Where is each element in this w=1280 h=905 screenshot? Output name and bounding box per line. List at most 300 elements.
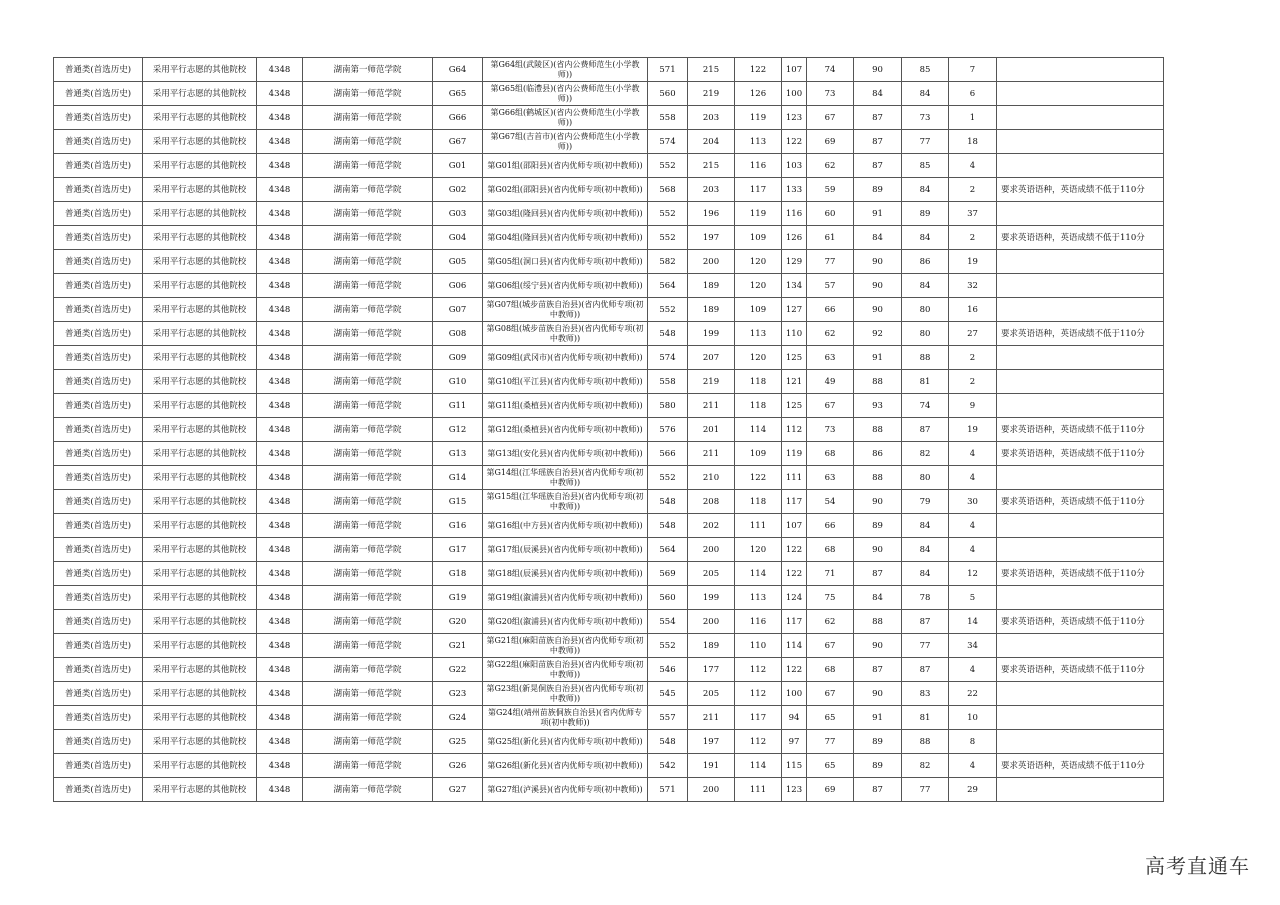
score-f-cell: 84 xyxy=(854,226,902,250)
group-description-cell: 第G09组(武冈市)(省内优师专项(初中教师)) xyxy=(483,346,648,370)
score-g-cell: 84 xyxy=(902,514,949,538)
batch-cell: 采用平行志愿的其他院校 xyxy=(143,322,257,346)
group-description-cell: 第G26组(新化县)(省内优师专项(初中教师)) xyxy=(483,754,648,778)
school-name-cell: 湖南第一师范学院 xyxy=(303,730,433,754)
group-code-cell: G18 xyxy=(433,562,483,586)
rank-cell: 22 xyxy=(949,682,997,706)
table-row xyxy=(54,322,1164,346)
group-code-cell: G26 xyxy=(433,754,483,778)
note-cell: 要求英语语种，英语成绩不低于110分 xyxy=(997,490,1164,514)
batch-cell: 采用平行志愿的其他院校 xyxy=(143,370,257,394)
score-d-cell: 97 xyxy=(782,730,807,754)
group-description-cell: 第G65组(临澧县)(省内公费师范生(小学教师)) xyxy=(483,82,648,106)
score-b-cell: 199 xyxy=(688,322,735,346)
score-e-cell: 67 xyxy=(807,682,854,706)
school-name-cell: 湖南第一师范学院 xyxy=(303,58,433,82)
note-cell xyxy=(997,82,1164,106)
score-e-cell: 67 xyxy=(807,634,854,658)
group-code-cell: G13 xyxy=(433,442,483,466)
batch-cell: 采用平行志愿的其他院校 xyxy=(143,658,257,682)
rank-cell: 30 xyxy=(949,490,997,514)
note-cell xyxy=(997,202,1164,226)
group-code-cell: G10 xyxy=(433,370,483,394)
table-row xyxy=(54,610,1164,634)
score-g-cell: 82 xyxy=(902,754,949,778)
table-row xyxy=(54,154,1164,178)
table-row xyxy=(54,586,1164,610)
score-c-cell: 122 xyxy=(735,466,782,490)
score-c-cell: 112 xyxy=(735,682,782,706)
table-row xyxy=(54,514,1164,538)
rank-cell: 4 xyxy=(949,514,997,538)
score-e-cell: 67 xyxy=(807,106,854,130)
group-description-cell: 第G21组(麻阳苗族自治县)(省内优师专项(初中教师)) xyxy=(483,634,648,658)
score-e-cell: 77 xyxy=(807,730,854,754)
school-code-cell: 4348 xyxy=(257,154,303,178)
category-cell: 普通类(首选历史) xyxy=(54,442,143,466)
score-g-cell: 89 xyxy=(902,202,949,226)
school-code-cell: 4348 xyxy=(257,658,303,682)
rank-cell: 7 xyxy=(949,58,997,82)
score-e-cell: 77 xyxy=(807,250,854,274)
note-cell xyxy=(997,586,1164,610)
rank-cell: 16 xyxy=(949,298,997,322)
note-cell: 要求英语语种，英语成绩不低于110分 xyxy=(997,442,1164,466)
total-score-cell: 552 xyxy=(648,154,688,178)
batch-cell: 采用平行志愿的其他院校 xyxy=(143,442,257,466)
score-f-cell: 90 xyxy=(854,682,902,706)
score-b-cell: 200 xyxy=(688,250,735,274)
score-d-cell: 100 xyxy=(782,82,807,106)
batch-cell: 采用平行志愿的其他院校 xyxy=(143,610,257,634)
category-cell: 普通类(首选历史) xyxy=(54,490,143,514)
total-score-cell: 574 xyxy=(648,130,688,154)
school-name-cell: 湖南第一师范学院 xyxy=(303,226,433,250)
group-description-cell: 第G08组(城步苗族自治县)(省内优师专项(初中教师)) xyxy=(483,322,648,346)
score-b-cell: 215 xyxy=(688,154,735,178)
rank-cell: 14 xyxy=(949,610,997,634)
score-d-cell: 124 xyxy=(782,586,807,610)
score-b-cell: 203 xyxy=(688,106,735,130)
group-description-cell: 第G17组(辰溪县)(省内优师专项(初中教师)) xyxy=(483,538,648,562)
total-score-cell: 552 xyxy=(648,466,688,490)
rank-cell: 4 xyxy=(949,754,997,778)
total-score-cell: 564 xyxy=(648,274,688,298)
score-e-cell: 65 xyxy=(807,706,854,730)
batch-cell: 采用平行志愿的其他院校 xyxy=(143,634,257,658)
category-cell: 普通类(首选历史) xyxy=(54,514,143,538)
school-name-cell: 湖南第一师范学院 xyxy=(303,490,433,514)
batch-cell: 采用平行志愿的其他院校 xyxy=(143,82,257,106)
score-f-cell: 87 xyxy=(854,106,902,130)
total-score-cell: 552 xyxy=(648,298,688,322)
group-description-cell: 第G27组(泸溪县)(省内优师专项(初中教师)) xyxy=(483,778,648,802)
note-cell xyxy=(997,106,1164,130)
category-cell: 普通类(首选历史) xyxy=(54,730,143,754)
score-d-cell: 122 xyxy=(782,658,807,682)
school-name-cell: 湖南第一师范学院 xyxy=(303,250,433,274)
school-code-cell: 4348 xyxy=(257,202,303,226)
total-score-cell: 548 xyxy=(648,514,688,538)
category-cell: 普通类(首选历史) xyxy=(54,754,143,778)
score-e-cell: 68 xyxy=(807,538,854,562)
score-f-cell: 84 xyxy=(854,82,902,106)
note-cell: 要求英语语种，英语成绩不低于110分 xyxy=(997,562,1164,586)
score-f-cell: 89 xyxy=(854,514,902,538)
score-f-cell: 90 xyxy=(854,490,902,514)
group-description-cell: 第G13组(安化县)(省内优师专项(初中教师)) xyxy=(483,442,648,466)
total-score-cell: 568 xyxy=(648,178,688,202)
note-cell xyxy=(997,514,1164,538)
score-d-cell: 123 xyxy=(782,106,807,130)
category-cell: 普通类(首选历史) xyxy=(54,610,143,634)
score-f-cell: 92 xyxy=(854,322,902,346)
group-code-cell: G67 xyxy=(433,130,483,154)
group-code-cell: G08 xyxy=(433,322,483,346)
score-d-cell: 100 xyxy=(782,682,807,706)
category-cell: 普通类(首选历史) xyxy=(54,418,143,442)
school-code-cell: 4348 xyxy=(257,634,303,658)
score-d-cell: 115 xyxy=(782,754,807,778)
table-row xyxy=(54,538,1164,562)
category-cell: 普通类(首选历史) xyxy=(54,130,143,154)
group-code-cell: G09 xyxy=(433,346,483,370)
score-c-cell: 120 xyxy=(735,346,782,370)
score-g-cell: 84 xyxy=(902,178,949,202)
school-code-cell: 4348 xyxy=(257,754,303,778)
total-score-cell: 548 xyxy=(648,490,688,514)
school-code-cell: 4348 xyxy=(257,442,303,466)
score-d-cell: 119 xyxy=(782,442,807,466)
table-row xyxy=(54,706,1164,730)
category-cell: 普通类(首选历史) xyxy=(54,562,143,586)
total-score-cell: 560 xyxy=(648,82,688,106)
table-row xyxy=(54,106,1164,130)
score-b-cell: 189 xyxy=(688,634,735,658)
group-description-cell: 第G18组(辰溪县)(省内优师专项(初中教师)) xyxy=(483,562,648,586)
group-code-cell: G01 xyxy=(433,154,483,178)
admission-score-table xyxy=(53,57,1164,802)
score-c-cell: 111 xyxy=(735,778,782,802)
score-b-cell: 207 xyxy=(688,346,735,370)
table-row xyxy=(54,394,1164,418)
group-description-cell: 第G20组(溆浦县)(省内优师专项(初中教师)) xyxy=(483,610,648,634)
group-description-cell: 第G64组(武陵区)(省内公费师范生(小学教师)) xyxy=(483,58,648,82)
score-g-cell: 80 xyxy=(902,466,949,490)
batch-cell: 采用平行志愿的其他院校 xyxy=(143,274,257,298)
score-f-cell: 88 xyxy=(854,610,902,634)
note-cell xyxy=(997,154,1164,178)
score-b-cell: 208 xyxy=(688,490,735,514)
score-g-cell: 88 xyxy=(902,730,949,754)
table-row xyxy=(54,178,1164,202)
score-g-cell: 84 xyxy=(902,226,949,250)
school-name-cell: 湖南第一师范学院 xyxy=(303,634,433,658)
score-f-cell: 87 xyxy=(854,778,902,802)
score-e-cell: 67 xyxy=(807,394,854,418)
score-d-cell: 111 xyxy=(782,466,807,490)
score-b-cell: 177 xyxy=(688,658,735,682)
score-c-cell: 112 xyxy=(735,730,782,754)
score-c-cell: 119 xyxy=(735,202,782,226)
score-c-cell: 116 xyxy=(735,610,782,634)
school-code-cell: 4348 xyxy=(257,706,303,730)
score-g-cell: 86 xyxy=(902,250,949,274)
school-name-cell: 湖南第一师范学院 xyxy=(303,370,433,394)
table-row xyxy=(54,634,1164,658)
score-b-cell: 199 xyxy=(688,586,735,610)
score-d-cell: 126 xyxy=(782,226,807,250)
school-name-cell: 湖南第一师范学院 xyxy=(303,562,433,586)
rank-cell: 19 xyxy=(949,418,997,442)
total-score-cell: 554 xyxy=(648,610,688,634)
batch-cell: 采用平行志愿的其他院校 xyxy=(143,346,257,370)
score-c-cell: 109 xyxy=(735,226,782,250)
category-cell: 普通类(首选历史) xyxy=(54,298,143,322)
group-description-cell: 第G05组(洞口县)(省内优师专项(初中教师)) xyxy=(483,250,648,274)
table-row xyxy=(54,58,1164,82)
score-g-cell: 82 xyxy=(902,442,949,466)
school-name-cell: 湖南第一师范学院 xyxy=(303,538,433,562)
school-code-cell: 4348 xyxy=(257,466,303,490)
note-cell: 要求英语语种，英语成绩不低于110分 xyxy=(997,658,1164,682)
score-e-cell: 68 xyxy=(807,442,854,466)
rank-cell: 37 xyxy=(949,202,997,226)
score-f-cell: 90 xyxy=(854,58,902,82)
category-cell: 普通类(首选历史) xyxy=(54,346,143,370)
table-row xyxy=(54,754,1164,778)
score-b-cell: 189 xyxy=(688,274,735,298)
school-code-cell: 4348 xyxy=(257,586,303,610)
school-name-cell: 湖南第一师范学院 xyxy=(303,610,433,634)
score-b-cell: 211 xyxy=(688,394,735,418)
category-cell: 普通类(首选历史) xyxy=(54,658,143,682)
note-cell xyxy=(997,274,1164,298)
note-cell xyxy=(997,130,1164,154)
total-score-cell: 569 xyxy=(648,562,688,586)
score-e-cell: 68 xyxy=(807,658,854,682)
total-score-cell: 548 xyxy=(648,730,688,754)
category-cell: 普通类(首选历史) xyxy=(54,226,143,250)
score-g-cell: 74 xyxy=(902,394,949,418)
score-b-cell: 211 xyxy=(688,442,735,466)
note-cell xyxy=(997,58,1164,82)
score-e-cell: 66 xyxy=(807,514,854,538)
score-c-cell: 109 xyxy=(735,298,782,322)
rank-cell: 29 xyxy=(949,778,997,802)
score-f-cell: 91 xyxy=(854,346,902,370)
score-b-cell: 191 xyxy=(688,754,735,778)
school-name-cell: 湖南第一师范学院 xyxy=(303,82,433,106)
score-g-cell: 85 xyxy=(902,58,949,82)
total-score-cell: 548 xyxy=(648,322,688,346)
score-b-cell: 210 xyxy=(688,466,735,490)
batch-cell: 采用平行志愿的其他院校 xyxy=(143,682,257,706)
rank-cell: 5 xyxy=(949,586,997,610)
group-code-cell: G19 xyxy=(433,586,483,610)
score-d-cell: 129 xyxy=(782,250,807,274)
score-c-cell: 126 xyxy=(735,82,782,106)
score-d-cell: 114 xyxy=(782,634,807,658)
category-cell: 普通类(首选历史) xyxy=(54,466,143,490)
group-code-cell: G02 xyxy=(433,178,483,202)
note-cell: 要求英语语种，英语成绩不低于110分 xyxy=(997,178,1164,202)
table-row xyxy=(54,82,1164,106)
score-f-cell: 89 xyxy=(854,178,902,202)
batch-cell: 采用平行志愿的其他院校 xyxy=(143,178,257,202)
score-f-cell: 89 xyxy=(854,730,902,754)
school-name-cell: 湖南第一师范学院 xyxy=(303,130,433,154)
score-f-cell: 90 xyxy=(854,538,902,562)
batch-cell: 采用平行志愿的其他院校 xyxy=(143,298,257,322)
score-c-cell: 114 xyxy=(735,418,782,442)
score-c-cell: 116 xyxy=(735,154,782,178)
score-d-cell: 125 xyxy=(782,394,807,418)
table-row xyxy=(54,298,1164,322)
score-e-cell: 74 xyxy=(807,58,854,82)
total-score-cell: 545 xyxy=(648,682,688,706)
score-g-cell: 81 xyxy=(902,370,949,394)
category-cell: 普通类(首选历史) xyxy=(54,682,143,706)
rank-cell: 32 xyxy=(949,274,997,298)
category-cell: 普通类(首选历史) xyxy=(54,370,143,394)
group-description-cell: 第G23组(新晃侗族自治县)(省内优师专项(初中教师)) xyxy=(483,682,648,706)
total-score-cell: 552 xyxy=(648,202,688,226)
group-description-cell: 第G04组(隆回县)(省内优师专项(初中教师)) xyxy=(483,226,648,250)
score-f-cell: 87 xyxy=(854,154,902,178)
total-score-cell: 546 xyxy=(648,658,688,682)
school-name-cell: 湖南第一师范学院 xyxy=(303,202,433,226)
batch-cell: 采用平行志愿的其他院校 xyxy=(143,154,257,178)
score-b-cell: 204 xyxy=(688,130,735,154)
score-e-cell: 73 xyxy=(807,82,854,106)
group-code-cell: G05 xyxy=(433,250,483,274)
school-code-cell: 4348 xyxy=(257,298,303,322)
group-description-cell: 第G15组(江华瑶族自治县)(省内优师专项(初中教师)) xyxy=(483,490,648,514)
group-description-cell: 第G14组(江华瑶族自治县)(省内优师专项(初中教师)) xyxy=(483,466,648,490)
score-d-cell: 123 xyxy=(782,778,807,802)
group-code-cell: G27 xyxy=(433,778,483,802)
rank-cell: 4 xyxy=(949,154,997,178)
school-code-cell: 4348 xyxy=(257,274,303,298)
batch-cell: 采用平行志愿的其他院校 xyxy=(143,562,257,586)
total-score-cell: 542 xyxy=(648,754,688,778)
school-code-cell: 4348 xyxy=(257,322,303,346)
group-description-cell: 第G66组(鹤城区)(省内公费师范生(小学教师)) xyxy=(483,106,648,130)
score-c-cell: 113 xyxy=(735,586,782,610)
score-b-cell: 219 xyxy=(688,370,735,394)
rank-cell: 27 xyxy=(949,322,997,346)
score-g-cell: 80 xyxy=(902,322,949,346)
school-code-cell: 4348 xyxy=(257,370,303,394)
score-g-cell: 87 xyxy=(902,418,949,442)
school-name-cell: 湖南第一师范学院 xyxy=(303,706,433,730)
batch-cell: 采用平行志愿的其他院校 xyxy=(143,514,257,538)
table-row xyxy=(54,202,1164,226)
score-c-cell: 119 xyxy=(735,106,782,130)
batch-cell: 采用平行志愿的其他院校 xyxy=(143,778,257,802)
school-code-cell: 4348 xyxy=(257,394,303,418)
batch-cell: 采用平行志愿的其他院校 xyxy=(143,706,257,730)
category-cell: 普通类(首选历史) xyxy=(54,706,143,730)
school-name-cell: 湖南第一师范学院 xyxy=(303,778,433,802)
group-description-cell: 第G24组(靖州苗族侗族自治县)(省内优师专项(初中教师)) xyxy=(483,706,648,730)
note-cell: 要求英语语种，英语成绩不低于110分 xyxy=(997,754,1164,778)
group-code-cell: G66 xyxy=(433,106,483,130)
score-e-cell: 75 xyxy=(807,586,854,610)
group-description-cell: 第G02组(邵阳县)(省内优师专项(初中教师)) xyxy=(483,178,648,202)
score-d-cell: 134 xyxy=(782,274,807,298)
score-g-cell: 77 xyxy=(902,130,949,154)
score-b-cell: 203 xyxy=(688,178,735,202)
category-cell: 普通类(首选历史) xyxy=(54,538,143,562)
batch-cell: 采用平行志愿的其他院校 xyxy=(143,538,257,562)
group-code-cell: G15 xyxy=(433,490,483,514)
score-e-cell: 63 xyxy=(807,466,854,490)
note-cell xyxy=(997,250,1164,274)
score-g-cell: 88 xyxy=(902,346,949,370)
school-code-cell: 4348 xyxy=(257,682,303,706)
table-row xyxy=(54,370,1164,394)
score-f-cell: 88 xyxy=(854,418,902,442)
score-b-cell: 201 xyxy=(688,418,735,442)
category-cell: 普通类(首选历史) xyxy=(54,154,143,178)
score-g-cell: 81 xyxy=(902,706,949,730)
table-row xyxy=(54,778,1164,802)
group-description-cell: 第G03组(隆回县)(省内优师专项(初中教师)) xyxy=(483,202,648,226)
category-cell: 普通类(首选历史) xyxy=(54,250,143,274)
note-cell xyxy=(997,682,1164,706)
score-g-cell: 85 xyxy=(902,154,949,178)
rank-cell: 2 xyxy=(949,178,997,202)
score-c-cell: 114 xyxy=(735,562,782,586)
score-c-cell: 120 xyxy=(735,538,782,562)
batch-cell: 采用平行志愿的其他院校 xyxy=(143,490,257,514)
score-e-cell: 57 xyxy=(807,274,854,298)
score-c-cell: 122 xyxy=(735,58,782,82)
score-c-cell: 113 xyxy=(735,130,782,154)
rank-cell: 6 xyxy=(949,82,997,106)
rank-cell: 10 xyxy=(949,706,997,730)
score-d-cell: 122 xyxy=(782,130,807,154)
score-f-cell: 91 xyxy=(854,706,902,730)
group-code-cell: G65 xyxy=(433,82,483,106)
total-score-cell: 552 xyxy=(648,634,688,658)
school-name-cell: 湖南第一师范学院 xyxy=(303,106,433,130)
score-d-cell: 117 xyxy=(782,490,807,514)
score-d-cell: 127 xyxy=(782,298,807,322)
watermark-text: 高考直通车 xyxy=(1145,854,1250,878)
score-c-cell: 111 xyxy=(735,514,782,538)
note-cell: 要求英语语种，英语成绩不低于110分 xyxy=(997,418,1164,442)
score-e-cell: 62 xyxy=(807,322,854,346)
school-name-cell: 湖南第一师范学院 xyxy=(303,754,433,778)
score-f-cell: 86 xyxy=(854,442,902,466)
score-f-cell: 88 xyxy=(854,370,902,394)
table-row xyxy=(54,658,1164,682)
school-code-cell: 4348 xyxy=(257,514,303,538)
school-code-cell: 4348 xyxy=(257,130,303,154)
table-row xyxy=(54,418,1164,442)
category-cell: 普通类(首选历史) xyxy=(54,58,143,82)
score-f-cell: 90 xyxy=(854,250,902,274)
school-name-cell: 湖南第一师范学院 xyxy=(303,418,433,442)
total-score-cell: 574 xyxy=(648,346,688,370)
category-cell: 普通类(首选历史) xyxy=(54,178,143,202)
rank-cell: 1 xyxy=(949,106,997,130)
score-g-cell: 84 xyxy=(902,562,949,586)
category-cell: 普通类(首选历史) xyxy=(54,274,143,298)
